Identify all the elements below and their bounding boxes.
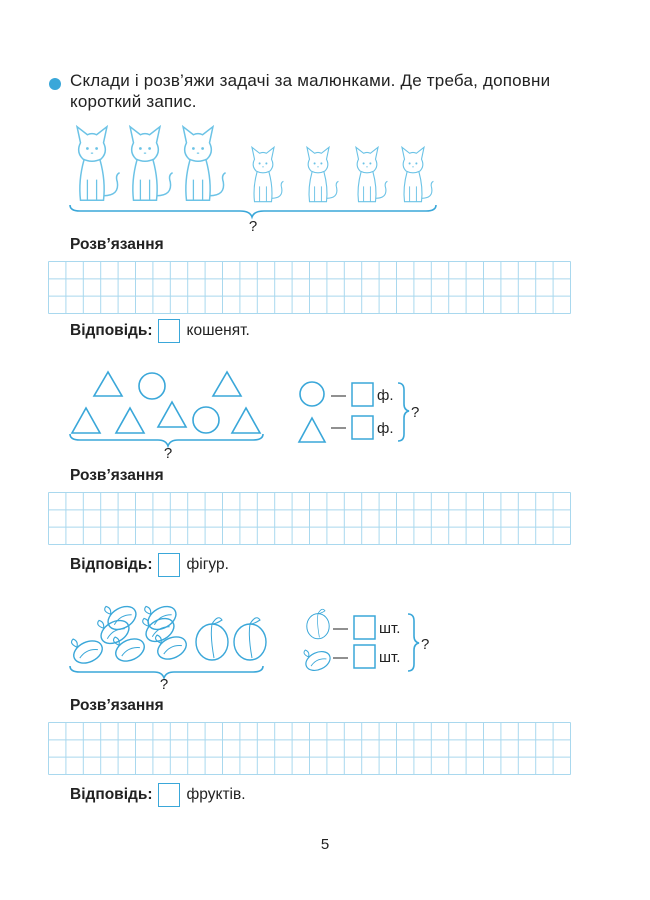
total-question-mark: ? <box>159 676 169 693</box>
answer-box[interactable] <box>158 783 180 807</box>
record-box[interactable] <box>354 616 375 639</box>
cat-icon <box>77 127 120 201</box>
record-unit: ф. <box>377 387 394 404</box>
short-record <box>295 606 445 676</box>
fruits-illustration <box>60 600 280 695</box>
total-question-mark: ? <box>248 218 258 235</box>
answer-unit: кошенят. <box>186 322 250 339</box>
triangle-icon <box>232 408 260 433</box>
record-unit: шт. <box>379 649 401 666</box>
total-question-mark: ? <box>421 636 430 653</box>
dash: — <box>333 620 348 637</box>
triangle-icon <box>299 418 325 442</box>
cat-icon <box>356 147 387 201</box>
plum-icon <box>138 607 178 646</box>
apricot-icon <box>196 618 228 660</box>
answer-label: Відповідь: <box>70 556 153 573</box>
page-number: 5 <box>320 836 330 853</box>
bullet-icon <box>49 78 61 90</box>
solution-heading: Розв’язання <box>70 467 164 484</box>
cat-icon <box>402 147 433 201</box>
answer-line <box>70 553 229 577</box>
record-unit: ф. <box>377 420 394 437</box>
answer-label: Відповідь: <box>70 322 153 339</box>
circle-icon <box>139 373 165 399</box>
total-question-mark: ? <box>163 445 173 462</box>
cat-icon <box>130 127 173 201</box>
answer-line <box>70 319 250 343</box>
cats-illustration <box>60 125 450 240</box>
record-box[interactable] <box>352 416 373 439</box>
circle-icon <box>300 382 324 406</box>
answer-unit: фруктів. <box>186 786 246 803</box>
right-brace <box>398 383 409 441</box>
record-box[interactable] <box>352 383 373 406</box>
apricot-icon <box>234 618 266 660</box>
cat-icon <box>183 127 226 201</box>
triangle-icon <box>116 408 144 433</box>
triangle-icon <box>213 372 241 396</box>
right-brace <box>408 614 419 671</box>
triangle-icon <box>72 408 100 433</box>
task-instruction: Склади і розв’яжи задачі за малюнками. Де треба, доповни короткий запис. <box>70 71 551 111</box>
record-box[interactable] <box>354 645 375 668</box>
cat-icon <box>252 147 283 201</box>
solution-heading: Розв’язання <box>70 236 164 253</box>
curly-brace <box>70 205 436 217</box>
short-record <box>295 376 425 446</box>
triangle-icon <box>94 372 122 396</box>
dash: — <box>331 387 346 404</box>
apricot-icon <box>307 609 329 639</box>
solution-grid[interactable] <box>48 492 571 545</box>
cat-icon <box>307 147 338 201</box>
shapes-illustration <box>60 368 280 463</box>
record-unit: шт. <box>379 620 401 637</box>
total-question-mark: ? <box>411 404 420 421</box>
solution-heading: Розв’язання <box>70 697 164 714</box>
answer-label: Відповідь: <box>70 786 153 803</box>
plum-icon <box>67 629 106 667</box>
answer-box[interactable] <box>158 553 180 577</box>
dash: — <box>333 649 348 666</box>
circle-icon <box>193 407 219 433</box>
triangle-icon <box>158 402 186 427</box>
solution-grid[interactable] <box>48 261 571 314</box>
answer-unit: фігур. <box>186 556 229 573</box>
answer-box[interactable] <box>158 319 180 343</box>
dash: — <box>331 419 346 436</box>
plum-icon <box>300 642 333 674</box>
solution-grid[interactable] <box>48 722 571 775</box>
answer-line <box>70 783 246 807</box>
